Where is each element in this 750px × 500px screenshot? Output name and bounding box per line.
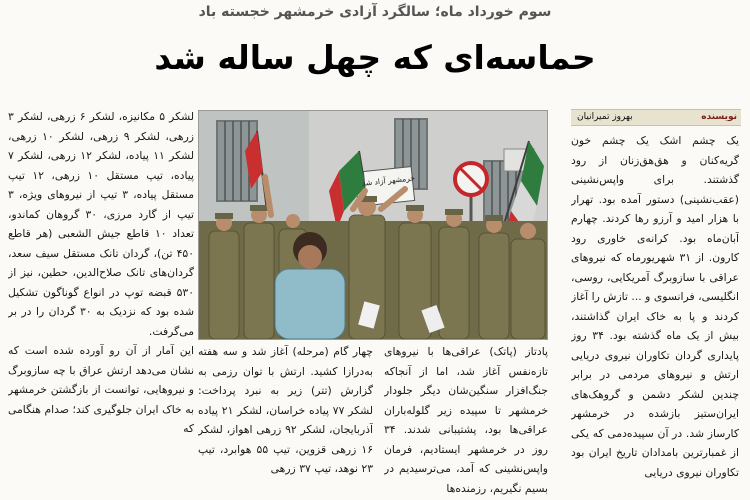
photo-illustration [199,111,547,339]
news-photo [198,110,548,340]
column-bottom-1 [198,342,373,500]
column-left [8,107,194,500]
column-bottom-2 [384,342,548,500]
column-right [571,131,739,500]
paragraph: پادتاز (پاتک) عراقی‌ها با نیروهای تازه‌نفس آغاز شد، اما از آنجاکه جنگ‌افزار سنگین‌شان دیگر جلودار خرمشهر تا سپیده زیر گلوله‌باران عراقی‌ها بود، پشتیبانی شدند. ۳۴ روز در خرمشهر ایستادیم، فرمان واپس‌نشینی که آمد، می‌ترسیدیم در بسیم نگیریم، رزمنده‌ها [384,345,548,495]
photo-sign-text: خرمشهر آزاد شد [361,173,416,188]
paragraph: یک چشم اشک یک چشم خون گریه‌کنان و هق‌هق‌زنان از رود گذشتند. برای واپس‌نشینی (عقب‌نشینی) دستور آمده بود. تهرار با هزار امید و آرزو رها کردند. چهارم آبان‌ماه بود. کرانه‌ی خاوری رود کارون. از ۳۱ شهریورماه که نیروهای عراقی با سازوبرگ آمریکایی، روسی، انگلیسی، فرانسوی و ... تازش را آغاز کردند و پا به خاک ایران گذاشتند، بیش از یک ماه گذشته بود. ۳۴ روز پایداری گردان تکاوران نیروی دریایی ارتش و نیروهای مردمی در برابر چندین لشکر دشمن و گروهک‌های ایران‌ستیز بازشده در خرمشهر کارساز شد. در آن سپیده‌دمی که یکی از غمبارترین بامدادان تاریخ ایران بود تکاوران نیروی دریایی [571,134,739,479]
paragraph: چهار گام (مرحله) آغاز شد و سه هفته به‌درازا کشید. ارتش با توان رزمی به گزارش (تتر) زیر به نبرد پرداخت: لشکر ۷۷ پیاده خراسان، لشکر ۲۱ پیاده آذربایجان، لشکر ۹۲ زرهی اهواز، لشکر ۱۶ زرهی قزوین، تیپ ۵۵ هوابرد، تیپ ۲۳ نوهد، تیپ ۳۷ زرهی [198,345,373,475]
kicker: سوم خورداد ماه؛ سالگرد آزادی خرمشهر خجسته باد [198,4,552,20]
headline: حماسه‌ای که چهل ساله شد [154,38,596,77]
byline-author: بهروز تمیرانیان [577,112,633,122]
byline-role: نویسنده [701,112,737,122]
paragraph: این آمار از آن رو آورده شده است که نشان می‌دهد ارتش عراق با چه سازوبرگ و نیروهایی، توانست از بازگشتن خرمشهر به خاک ایران جلوگیری کند؛ صدام هنگامی که [8,344,194,435]
paragraph: لشکر ۵ مکانیزه، لشکر ۶ زرهی، لشکر ۳ زرهی، لشکر ۹ زرهی، لشکر ۱۰ زرهی، لشکر ۱۱ پیاده، لشکر ۱۲ زرهی، لشکر ۷ پیاده، تیپ مستقل ۱۰ زرهی، ۱۲ تیپ مستقل پیاده، ۳ تیپ از نیروهای ویژه، ۳ تیپ از گارد مرزی، ۳۰ گروهان کماندو، تعداد ۱۰ قاطع جیش الشعبی (هر قاطع ۴۵۰ تن)، گردان تانک مستقل سیف سعد، گردان‌های تانک صلاح‌الدین، حطین، نیز از ۵۳۰ قبضه توپ در انواع گوناگون تشکیل شده بود که نزدیک به ۳۰ گردان را در بر می‌گرفت. [8,110,194,338]
byline [571,109,741,126]
